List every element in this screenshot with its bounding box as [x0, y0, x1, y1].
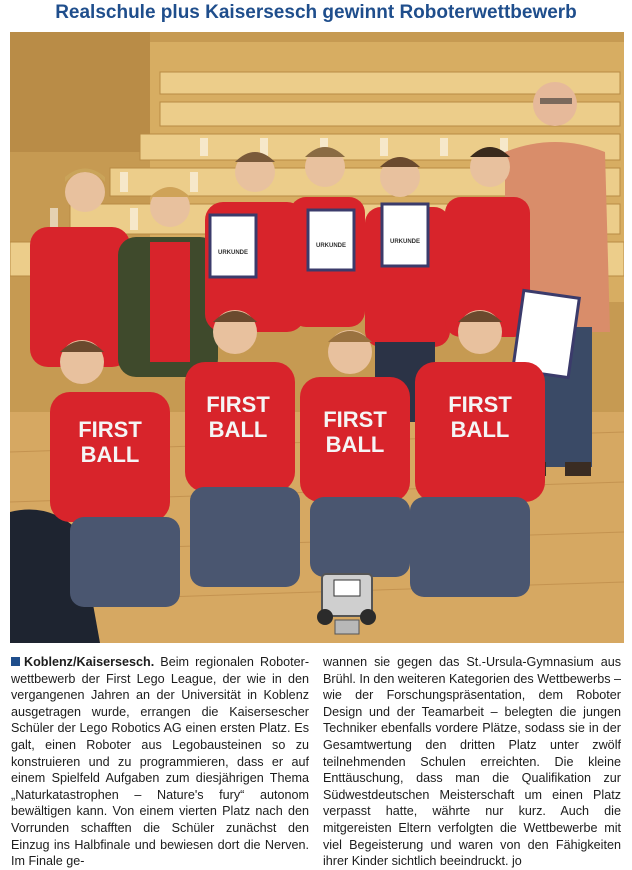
shirt-text-top: FIRST: [323, 407, 387, 432]
shirt-text-bottom: BALL: [325, 432, 385, 457]
shirt-text-bottom: BALL: [450, 417, 510, 442]
article-body: [11, 654, 621, 869]
shirt-text-top: FIRST: [448, 392, 512, 417]
article-text-col1: Beim regionalen Roboterwettbewerb der First Lego League, der wie in den vergangenen Jahren an der Universität in Koblenz ausgetragen wurde, errangen die Kaisersescher Schüler der Lego Robotics AG einen ersten Platz. Es galt, einen Roboter aus Legobausteinen so zu konstruieren und zu programmieren, dass er auf einem Spielfeld Aufgaben zum diesjährigen Thema „Naturkatastrophen – Nature's fury“ autonom bewältigen kann. Von einem vierten Platz nach den Vorrunden schafften die Schüler zunächst den Einzug ins Halbfinale und bewiesen dort die Nerven. Im Finale ge-: [11, 655, 310, 869]
dateline: Koblenz/Kaisersesch.: [24, 655, 155, 669]
section-marker: [11, 657, 20, 666]
shirt-text-bottom: BALL: [80, 442, 140, 467]
certificate-label: URKUNDE: [218, 250, 248, 256]
certificate-label: URKUNDE: [316, 243, 346, 249]
shirt-text-top: FIRST: [206, 392, 270, 417]
article-column-2: [323, 654, 621, 869]
shirt-text-top: FIRST: [78, 417, 142, 442]
shirt-text-bottom: BALL: [208, 417, 268, 442]
article-column-1: [11, 654, 310, 869]
author-signature: jo: [512, 854, 522, 869]
article-headline: Realschule plus Kaisersesch gewinnt Roboterwettbewerb: [55, 2, 577, 23]
article-text-col2: wannen sie gegen das St.-Ursula-Gymnasium aus Brühl. In den weiteren Kategorien des Wettbewerbs – wie der Forschungspräsentation, dem Roboter Design und der Teamarbeit – belegten die jungen Techniker ebenfalls vordere Plätze, sodass sie in der Gesamtwertung den dritten Platz unter zwölf teilnehmenden Schulen erreichten. Die kleine Enttäuschung, dass man die Qualifikation zur Südwestdeutschen Meisterschaft um einen Platz verpasst hatte, währte nur kurz. Auch die mitgereisten Eltern verfolgten die Wettbewerbe mit viel Begeisterung und waren von den Fähigkeiten ihrer Kinder sichtlich beeindruckt.: [323, 655, 621, 869]
team-photo: [10, 32, 624, 643]
certificate-label: URKUNDE: [390, 239, 420, 245]
